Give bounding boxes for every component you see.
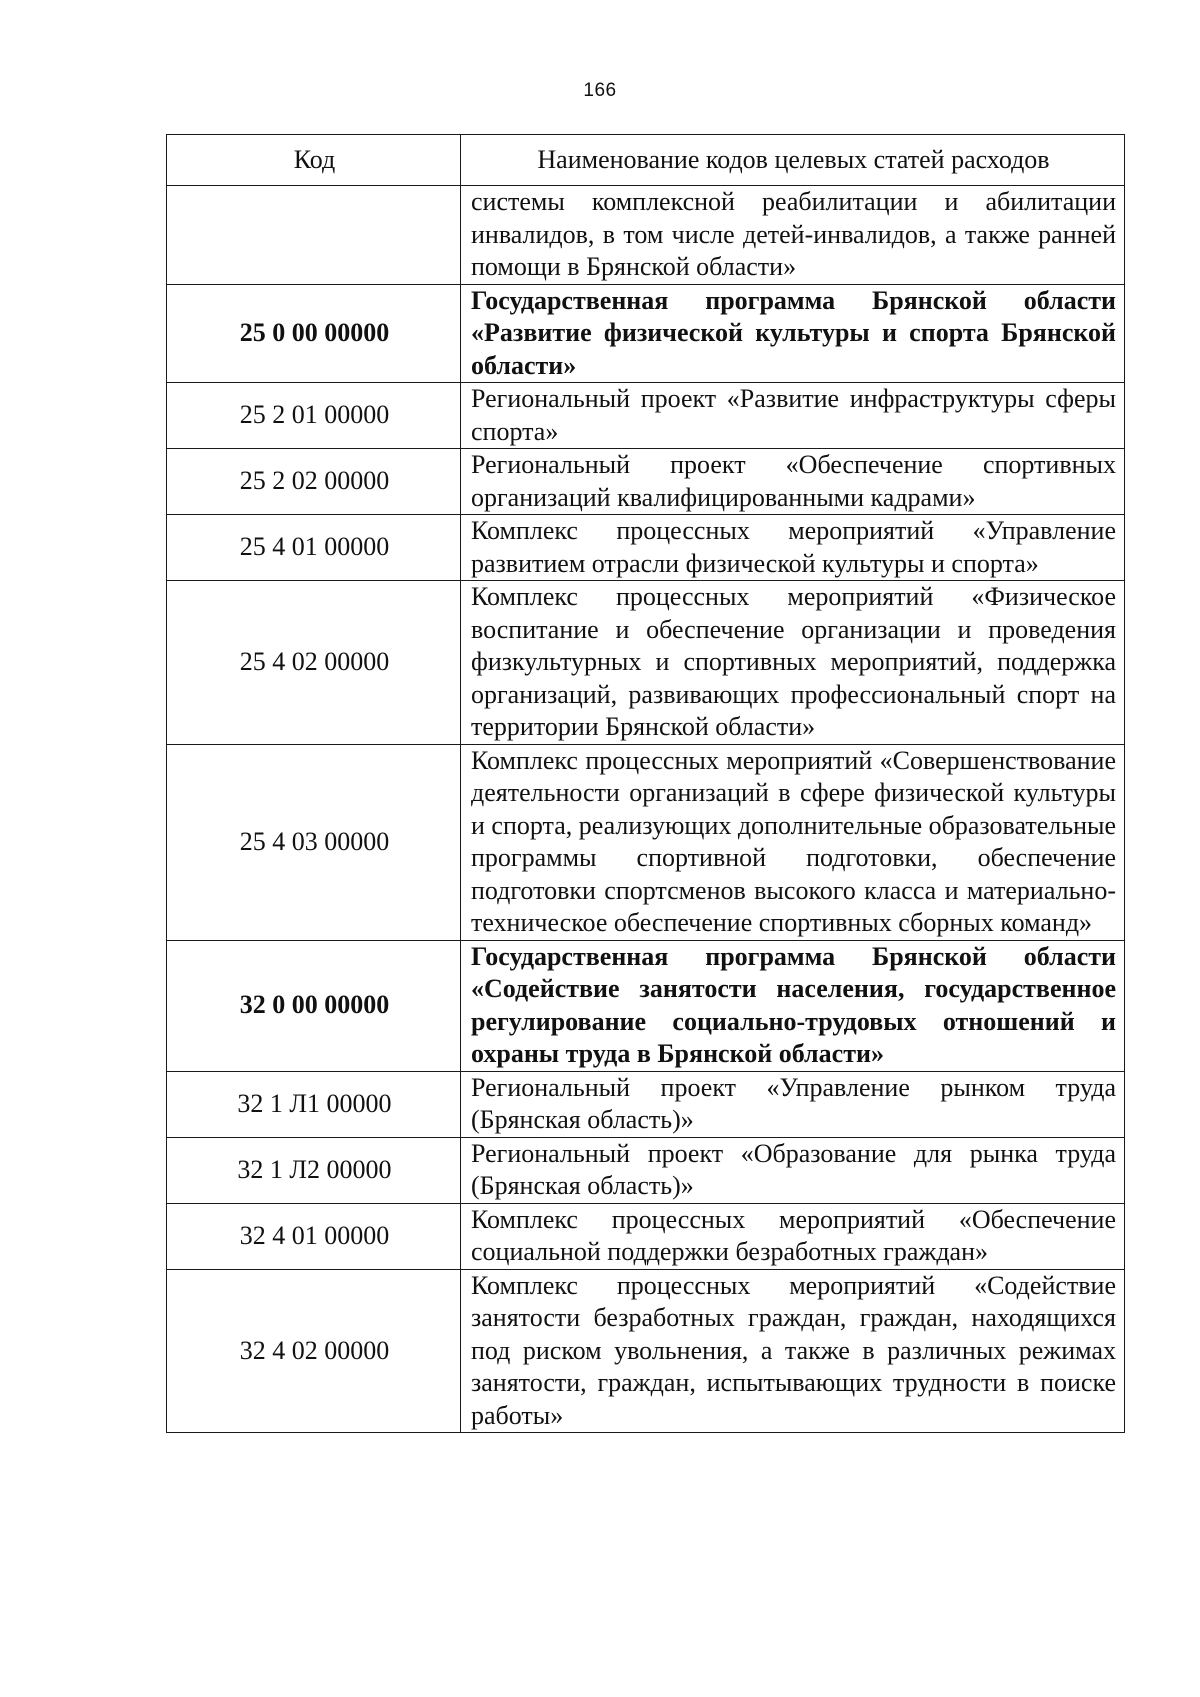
row-code: 32 4 02 00000 — [167, 1269, 461, 1433]
row-code: 25 2 02 00000 — [167, 449, 461, 515]
table-row — [167, 1137, 1125, 1203]
table-row — [167, 383, 1125, 449]
row-code: 25 2 01 00000 — [167, 383, 461, 449]
row-name: Комплекс процессных мероприятий «Управление развитием отрасли физической культуры и спорта» — [461, 515, 1125, 581]
row-code: 25 0 00 00000 — [167, 284, 461, 383]
row-name: Комплекс процессных мероприятий «Совершенствование деятельности организаций в сфере физической культуры и спорта, реализующих дополнительные образовательные программы спортивной подготовки, обеспечение подготовки спортсменов высокого класса и материально-техническое обеспечение спортивных сборных команд» — [461, 744, 1125, 940]
row-code: 25 4 03 00000 — [167, 744, 461, 940]
table-row — [167, 581, 1125, 745]
table-row — [167, 940, 1125, 1071]
table-row — [167, 515, 1125, 581]
row-name: Региональный проект «Обеспечение спортивных организаций квалифицированными кадрами» — [461, 449, 1125, 515]
row-name: Государственная программа Брянской области «Развитие физической культуры и спорта Брянской области» — [461, 284, 1125, 383]
table-header-row — [167, 135, 1125, 186]
table-row — [167, 1203, 1125, 1269]
row-code: 25 4 01 00000 — [167, 515, 461, 581]
table-row — [167, 744, 1125, 940]
table-row — [167, 284, 1125, 383]
row-name: Региональный проект «Развитие инфраструктуры сферы спорта» — [461, 383, 1125, 449]
row-code: 32 1 Л1 00000 — [167, 1071, 461, 1137]
table-row — [167, 1269, 1125, 1433]
row-code: 25 4 02 00000 — [167, 581, 461, 745]
row-code: 32 1 Л2 00000 — [167, 1137, 461, 1203]
table-row — [167, 1071, 1125, 1137]
page-number: 166 — [583, 80, 617, 101]
table-row — [167, 186, 1125, 285]
row-name: Региональный проект «Управление рынком труда (Брянская область)» — [461, 1071, 1125, 1137]
row-name: Государственная программа Брянской области «Содействие занятости населения, государственное регулирование социально-трудовых отношений и охраны труда в Брянской области» — [461, 940, 1125, 1071]
row-name: системы комплексной реабилитации и абилитации инвалидов, в том числе детей-инвалидов, а также ранней помощи в Брянской области» — [461, 186, 1125, 285]
column-header-name: Наименование кодов целевых статей расходов — [461, 135, 1125, 186]
row-code — [167, 186, 461, 285]
row-name: Комплекс процессных мероприятий «Физическое воспитание и обеспечение организации и проведения физкультурных и спортивных мероприятий, поддержка организаций, развивающих профессиональный спорт на территории Брянской области» — [461, 581, 1125, 745]
table-row — [167, 449, 1125, 515]
row-code: 32 4 01 00000 — [167, 1203, 461, 1269]
target-expense-codes-table — [166, 134, 1125, 1433]
row-name: Региональный проект «Образование для рынка труда (Брянская область)» — [461, 1137, 1125, 1203]
row-name: Комплекс процессных мероприятий «Содействие занятости безработных граждан, граждан, находящихся под риском увольнения, а также в различных режимах занятости, граждан, испытывающих трудности в поиске работы» — [461, 1269, 1125, 1433]
column-header-code: Код — [167, 135, 461, 186]
row-name: Комплекс процессных мероприятий «Обеспечение социальной поддержки безработных граждан» — [461, 1203, 1125, 1269]
row-code: 32 0 00 00000 — [167, 940, 461, 1071]
